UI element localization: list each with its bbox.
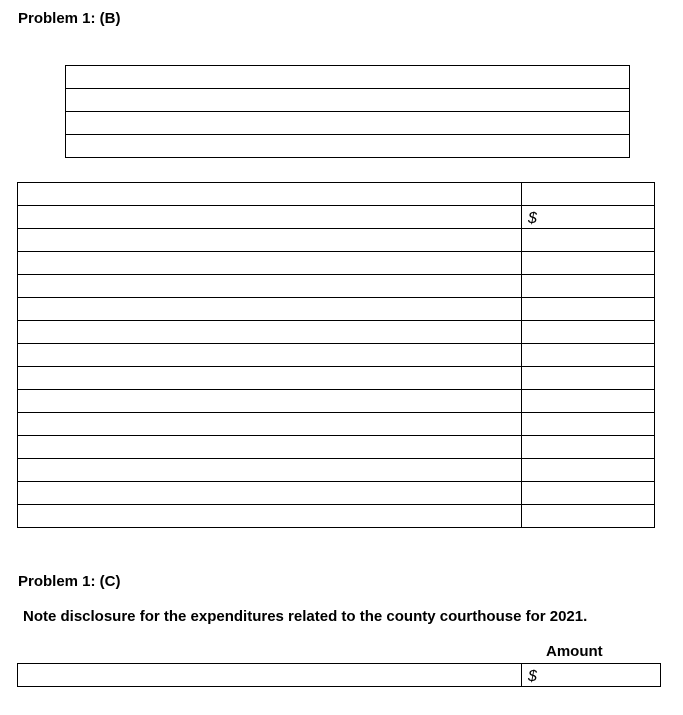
amount-cell[interactable]	[522, 321, 655, 344]
problem-b-main-table	[17, 182, 655, 528]
table-row	[18, 275, 655, 298]
table-row	[18, 505, 655, 528]
problem-b-header-table	[65, 65, 630, 158]
header-cell[interactable]	[66, 89, 630, 112]
header-cell[interactable]	[66, 135, 630, 158]
table-row	[18, 229, 655, 252]
amount-cell[interactable]	[522, 459, 655, 482]
description-cell[interactable]	[18, 436, 522, 459]
table-row	[18, 183, 655, 206]
amount-cell[interactable]	[522, 344, 655, 367]
amount-cell[interactable]	[522, 482, 655, 505]
description-cell[interactable]	[18, 367, 522, 390]
problem-c-note: Note disclosure for the expenditures related to the county courthouse for 2021.	[23, 608, 588, 625]
amount-cell[interactable]	[522, 664, 661, 687]
description-cell[interactable]	[18, 206, 522, 229]
amount-cell[interactable]	[522, 436, 655, 459]
table-row	[18, 321, 655, 344]
description-cell[interactable]	[18, 459, 522, 482]
table-row	[18, 252, 655, 275]
description-cell[interactable]	[18, 413, 522, 436]
header-cell[interactable]	[66, 66, 630, 89]
description-cell[interactable]	[18, 275, 522, 298]
amount-column-label: Amount	[546, 643, 603, 660]
amount-cell[interactable]	[522, 206, 655, 229]
header-cell[interactable]	[66, 112, 630, 135]
description-cell[interactable]	[18, 664, 522, 687]
amount-cell[interactable]	[522, 505, 655, 528]
table-row	[18, 367, 655, 390]
table-row	[18, 298, 655, 321]
description-cell[interactable]	[18, 229, 522, 252]
amount-cell[interactable]	[522, 298, 655, 321]
amount-cell[interactable]	[522, 413, 655, 436]
description-cell[interactable]	[18, 390, 522, 413]
table-row	[18, 206, 655, 229]
table-row	[18, 664, 661, 687]
problem-c-table	[17, 663, 661, 687]
amount-cell[interactable]	[522, 367, 655, 390]
table-row	[18, 459, 655, 482]
description-cell[interactable]	[18, 298, 522, 321]
header-table-row	[66, 112, 630, 135]
description-cell[interactable]	[18, 252, 522, 275]
amount-cell[interactable]	[522, 275, 655, 298]
header-table-row	[66, 135, 630, 158]
header-table-row	[66, 66, 630, 89]
amount-cell[interactable]	[522, 390, 655, 413]
table-row	[18, 344, 655, 367]
description-cell[interactable]	[18, 344, 522, 367]
amount-cell[interactable]	[522, 229, 655, 252]
description-cell[interactable]	[18, 321, 522, 344]
table-row	[18, 390, 655, 413]
header-table-row	[66, 89, 630, 112]
problem-c-heading: Problem 1: (C)	[18, 573, 121, 590]
problem-b-heading: Problem 1: (B)	[18, 10, 121, 27]
description-cell[interactable]	[18, 505, 522, 528]
amount-cell[interactable]	[522, 252, 655, 275]
amount-cell[interactable]	[522, 183, 655, 206]
description-cell[interactable]	[18, 482, 522, 505]
table-row	[18, 482, 655, 505]
description-cell[interactable]	[18, 183, 522, 206]
table-row	[18, 436, 655, 459]
table-row	[18, 413, 655, 436]
dollar-sign: $	[528, 210, 537, 227]
dollar-sign: $	[528, 668, 537, 685]
